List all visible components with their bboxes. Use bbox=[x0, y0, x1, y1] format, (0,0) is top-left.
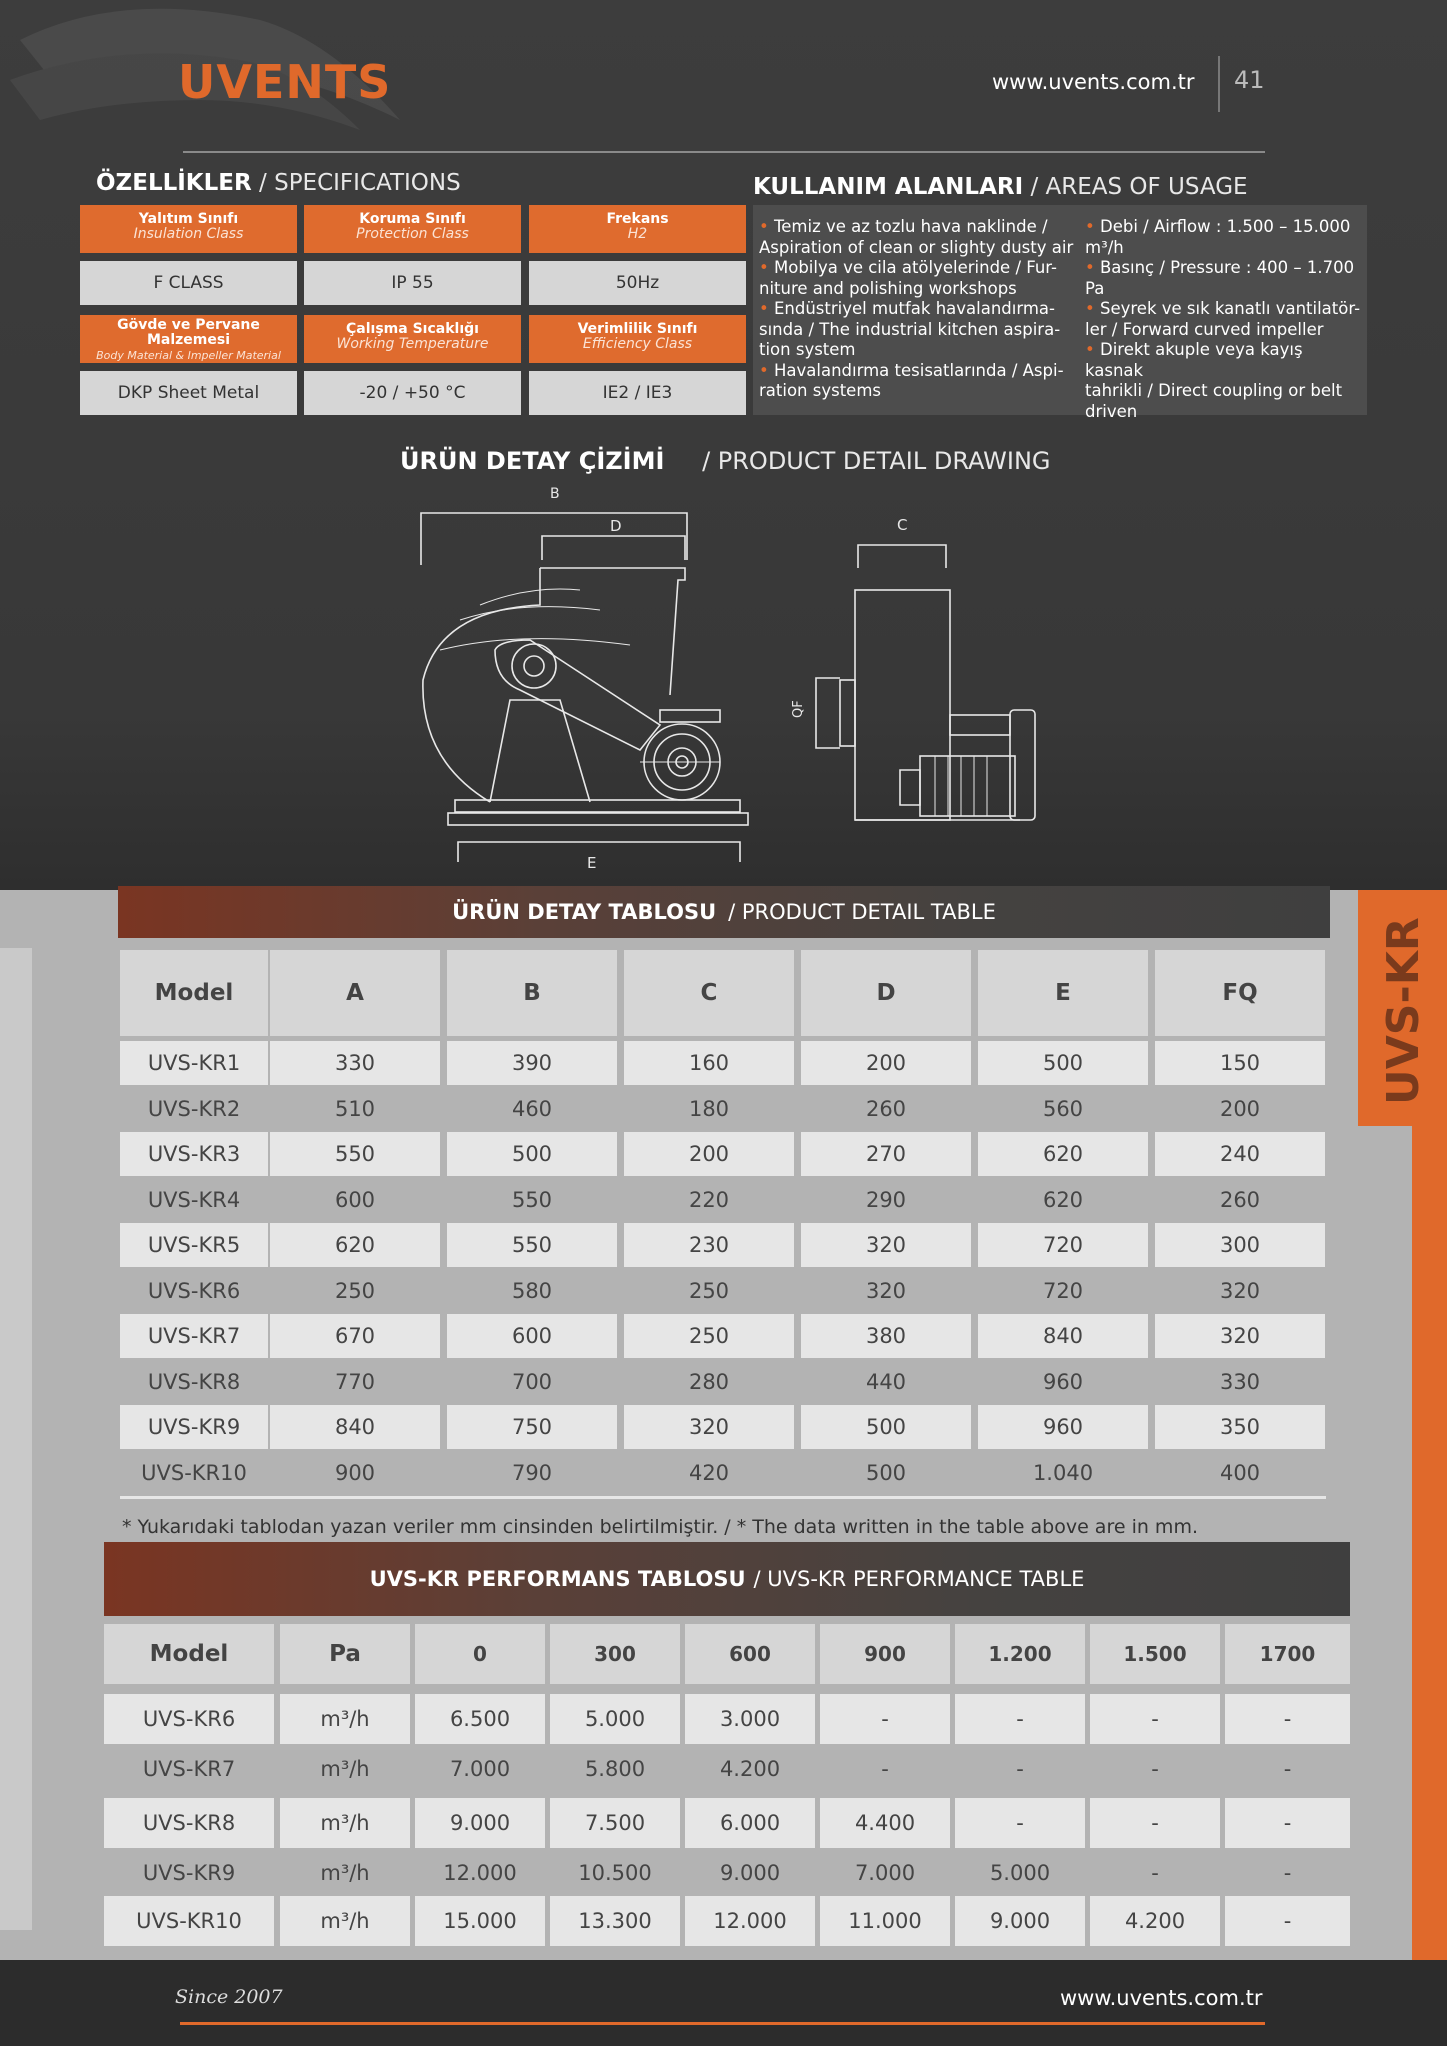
brand-logo[interactable]: UVENTS bbox=[178, 55, 392, 109]
detail-table-cell: 320 bbox=[624, 1405, 794, 1449]
detail-table-title-en: / PRODUCT DETAIL TABLE bbox=[728, 900, 996, 924]
performance-table-title-tr: UVS-KR PERFORMANS TABLOSU bbox=[369, 1567, 746, 1591]
detail-table-footnote: * Yukarıdaki tablodan yazan veriler mm cinsinden belirtilmiştir. / * The data written in the table above are in mm. bbox=[122, 1516, 1198, 1538]
performance-table-cell: m³/h bbox=[280, 1798, 410, 1848]
detail-table-cell: UVS-KR6 bbox=[147, 1278, 241, 1303]
performance-table-cell: 7.000 bbox=[854, 1861, 916, 1885]
spec-header-tr: Çalışma Sıcaklığı bbox=[346, 321, 479, 337]
detail-table-cell: 510 bbox=[334, 1096, 376, 1121]
specs-title-tr: ÖZELLİKLER bbox=[96, 170, 252, 196]
performance-table-cell: - bbox=[1151, 1757, 1159, 1781]
detail-table-cell: 320 bbox=[1219, 1278, 1261, 1303]
usage-line: • Direkt akuple veya kayış kasnak bbox=[1085, 340, 1303, 380]
detail-table-cell: 260 bbox=[1219, 1187, 1261, 1212]
usage-column-right bbox=[1085, 217, 1365, 422]
performance-table-cell: m³/h bbox=[280, 1694, 410, 1744]
header-rule bbox=[183, 151, 1265, 153]
detail-table-header-cell: E bbox=[978, 950, 1148, 1036]
fan-pedestal bbox=[490, 700, 590, 802]
dimension-b-label: B bbox=[550, 486, 560, 502]
performance-table-cell: - bbox=[881, 1757, 889, 1781]
detail-table-cell: UVS-KR1 bbox=[120, 1041, 268, 1085]
detail-table-cell: 200 bbox=[624, 1132, 794, 1176]
footer-since: Since 2007 bbox=[175, 1986, 283, 2008]
usage-line: niture and polishing workshops bbox=[759, 278, 1017, 298]
performance-table-cell: UVS-KR8 bbox=[104, 1798, 274, 1848]
performance-table-cell: 11.000 bbox=[820, 1896, 950, 1946]
side-shaft bbox=[950, 715, 1010, 735]
detail-table-cell: UVS-KR4 bbox=[147, 1187, 241, 1212]
usage-title bbox=[753, 174, 1248, 200]
detail-table-header-cell: C bbox=[624, 950, 794, 1036]
performance-table-cell: 7.000 bbox=[449, 1757, 511, 1781]
performance-table-cell: 6.000 bbox=[685, 1798, 815, 1848]
dimension-d-line bbox=[542, 536, 685, 560]
detail-table-cell: UVS-KR3 bbox=[120, 1132, 268, 1176]
performance-table-cell: m³/h bbox=[280, 1896, 410, 1946]
performance-table-cell: - bbox=[1151, 1861, 1159, 1885]
spec-header bbox=[529, 315, 746, 363]
performance-table-header-cell: Pa bbox=[280, 1624, 410, 1684]
usage-line: tahrikli / Direct coupling or belt bbox=[1085, 381, 1343, 400]
performance-table-cell: 12.000 bbox=[685, 1896, 815, 1946]
detail-table-cell: 500 bbox=[865, 1460, 907, 1485]
header-website[interactable]: www.uvents.com.tr bbox=[992, 70, 1195, 94]
detail-table-cell: 320 bbox=[865, 1278, 907, 1303]
performance-table-header-cell: Model bbox=[104, 1624, 274, 1684]
side-motor bbox=[920, 756, 1015, 816]
detail-table-cell: UVS-KR10 bbox=[141, 1460, 247, 1485]
detail-table-cell: UVS-KR9 bbox=[120, 1405, 268, 1449]
performance-table-cell: 4.400 bbox=[820, 1798, 950, 1848]
detail-table-cell: 320 bbox=[801, 1223, 971, 1267]
detail-table-cell: 300 bbox=[1155, 1223, 1325, 1267]
detail-table-cell: 320 bbox=[1155, 1314, 1325, 1358]
usage-column-left bbox=[759, 217, 1081, 402]
detail-table-cell: 250 bbox=[624, 1314, 794, 1358]
detail-table-cell: UVS-KR5 bbox=[120, 1223, 268, 1267]
detail-table-cell: UVS-KR8 bbox=[147, 1369, 241, 1394]
header-divider bbox=[1218, 56, 1220, 112]
drawing-title-en: / PRODUCT DETAIL DRAWING bbox=[702, 447, 1051, 475]
detail-table-cell: UVS-KR7 bbox=[120, 1314, 268, 1358]
usage-line: • Basınç / Pressure : 400 – 1.700 bbox=[1085, 258, 1355, 277]
dimension-e-label: E bbox=[587, 854, 597, 872]
dimension-d-label: D bbox=[610, 517, 622, 535]
detail-table-cell: 200 bbox=[801, 1041, 971, 1085]
usage-line: • Temiz ve az tozlu hava naklinde / bbox=[759, 217, 1048, 236]
performance-table-header-cell: 1.200 bbox=[955, 1624, 1085, 1684]
performance-table-cell: UVS-KR7 bbox=[142, 1757, 236, 1781]
footer-website[interactable]: www.uvents.com.tr bbox=[1060, 1986, 1263, 2010]
side-tab-label bbox=[1370, 910, 1430, 1110]
detail-table-cell: 960 bbox=[1042, 1369, 1084, 1394]
detail-table-cell: 280 bbox=[688, 1369, 730, 1394]
detail-table-cell: 440 bbox=[865, 1369, 907, 1394]
detail-table-cell: 600 bbox=[334, 1187, 376, 1212]
right-accent-strip bbox=[1412, 1126, 1447, 1964]
performance-table-cell: 5.800 bbox=[584, 1757, 646, 1781]
left-decor-strip bbox=[0, 948, 32, 1930]
spec-header bbox=[304, 205, 521, 253]
performance-table-cell: 6.500 bbox=[415, 1694, 545, 1744]
performance-table-cell: UVS-KR9 bbox=[142, 1861, 236, 1885]
detail-table-cell: 700 bbox=[511, 1369, 553, 1394]
side-view-housing bbox=[855, 590, 950, 820]
spec-header bbox=[80, 205, 297, 253]
performance-table-cell: - bbox=[955, 1798, 1085, 1848]
detail-table-title-bar bbox=[118, 886, 1330, 938]
detail-table-title-tr: ÜRÜN DETAY TABLOSU bbox=[452, 900, 717, 924]
performance-table-cell: - bbox=[955, 1694, 1085, 1744]
fan-pulley bbox=[512, 644, 556, 688]
spec-header bbox=[304, 315, 521, 363]
performance-table-cell: 9.000 bbox=[415, 1798, 545, 1848]
detail-table-cell: 620 bbox=[978, 1132, 1148, 1176]
detail-table-cell: 330 bbox=[1219, 1369, 1261, 1394]
spec-header-en: Insulation Class bbox=[133, 226, 244, 242]
detail-table-underline bbox=[120, 1496, 1326, 1499]
detail-table-cell: 670 bbox=[270, 1314, 440, 1358]
detail-table-cell: 350 bbox=[1155, 1405, 1325, 1449]
usage-line: driven bbox=[1085, 401, 1138, 421]
performance-table-cell: 15.000 bbox=[415, 1896, 545, 1946]
detail-table-cell: 260 bbox=[865, 1096, 907, 1121]
detail-table-cell: 160 bbox=[624, 1041, 794, 1085]
spec-value: IE2 / IE3 bbox=[529, 371, 746, 415]
performance-table-cell: 13.300 bbox=[550, 1896, 680, 1946]
side-model-tab bbox=[1358, 890, 1447, 1126]
performance-table-header-cell: 1700 bbox=[1225, 1624, 1350, 1684]
usage-line: sında / The industrial kitchen aspira- bbox=[759, 319, 1061, 339]
usage-line: • Seyrek ve sık kanatlı vantilatör- bbox=[1085, 299, 1361, 318]
detail-table-header-cell: FQ bbox=[1155, 950, 1325, 1036]
spec-value: DKP Sheet Metal bbox=[80, 371, 297, 415]
detail-table-header-cell: A bbox=[270, 950, 440, 1036]
detail-table-cell: 500 bbox=[978, 1041, 1148, 1085]
specs-title bbox=[96, 170, 461, 196]
detail-table-cell: 460 bbox=[511, 1096, 553, 1121]
dimension-e-line bbox=[458, 842, 740, 862]
spec-header-en: Body Material & Impeller Material bbox=[96, 349, 281, 362]
spec-header bbox=[529, 205, 746, 253]
performance-table-cell: m³/h bbox=[320, 1861, 370, 1885]
detail-table-cell: 240 bbox=[1155, 1132, 1325, 1176]
detail-table-cell: 380 bbox=[801, 1314, 971, 1358]
detail-table-cell: 560 bbox=[1042, 1096, 1084, 1121]
detail-table-header-cell: Model bbox=[120, 950, 268, 1036]
fan-base bbox=[455, 800, 740, 812]
usage-line: m³/h bbox=[1085, 237, 1124, 257]
performance-table-header-cell: 300 bbox=[550, 1624, 680, 1684]
performance-table-cell: UVS-KR6 bbox=[104, 1694, 274, 1744]
spec-header bbox=[80, 315, 297, 363]
svg-text:UVS-KR: UVS-KR bbox=[1378, 917, 1429, 1105]
usage-title-tr: KULLANIM ALANLARI bbox=[753, 174, 1024, 200]
detail-table-cell: 720 bbox=[978, 1223, 1148, 1267]
performance-table-header-cell: 0 bbox=[415, 1624, 545, 1684]
spec-header-tr: Frekans bbox=[606, 211, 669, 227]
dimension-b-line bbox=[421, 513, 687, 565]
detail-table-cell: 550 bbox=[270, 1132, 440, 1176]
dimension-qf-label: QF bbox=[791, 700, 806, 718]
product-technical-drawing bbox=[400, 480, 1080, 880]
detail-table-header-cell: D bbox=[801, 950, 971, 1036]
performance-table-cell: 7.500 bbox=[550, 1798, 680, 1848]
performance-table-cell: 5.000 bbox=[989, 1861, 1051, 1885]
spec-value: IP 55 bbox=[304, 261, 521, 305]
performance-table-title-en: / UVS-KR PERFORMANCE TABLE bbox=[753, 1567, 1085, 1591]
performance-table-cell: UVS-KR10 bbox=[104, 1896, 274, 1946]
spec-value: F CLASS bbox=[80, 261, 297, 305]
specs-title-en: / SPECIFICATIONS bbox=[259, 170, 461, 196]
footer-rule bbox=[180, 2022, 1265, 2025]
detail-table-cell: 250 bbox=[688, 1278, 730, 1303]
usage-line: • Mobilya ve cila atölyelerinde / Fur- bbox=[759, 258, 1057, 277]
detail-table-cell: 180 bbox=[688, 1096, 730, 1121]
usage-line: • Havalandırma tesisatlarında / Aspi- bbox=[759, 360, 1064, 380]
detail-table-cell: 390 bbox=[447, 1041, 617, 1085]
detail-table-cell: 750 bbox=[447, 1405, 617, 1449]
detail-table-cell: 330 bbox=[270, 1041, 440, 1085]
spec-header-tr: Yalıtım Sınıfı bbox=[138, 211, 239, 227]
detail-table-cell: 150 bbox=[1155, 1041, 1325, 1085]
detail-table-cell: 840 bbox=[978, 1314, 1148, 1358]
belt-guard bbox=[495, 640, 660, 750]
spec-header-en: Working Temperature bbox=[336, 336, 489, 352]
detail-table-cell: 620 bbox=[270, 1223, 440, 1267]
spec-header-en: H2 bbox=[627, 226, 648, 242]
detail-table-cell: 550 bbox=[447, 1223, 617, 1267]
usage-line: • Debi / Airflow : 1.500 – 15.000 bbox=[1085, 217, 1351, 236]
performance-table-cell: - bbox=[1090, 1798, 1220, 1848]
spec-header-tr: Koruma Sınıfı bbox=[359, 211, 466, 227]
performance-table-cell: - bbox=[820, 1694, 950, 1744]
motor-top bbox=[660, 710, 720, 722]
detail-table-cell: UVS-KR2 bbox=[147, 1096, 241, 1121]
detail-table-cell: 500 bbox=[801, 1405, 971, 1449]
performance-table-cell: 5.000 bbox=[550, 1694, 680, 1744]
usage-title-en: / AREAS OF USAGE bbox=[1030, 174, 1248, 200]
dimension-c-line bbox=[858, 545, 946, 568]
performance-table-cell: - bbox=[1225, 1694, 1350, 1744]
detail-table-cell: 250 bbox=[334, 1278, 376, 1303]
usage-line: Pa bbox=[1085, 278, 1105, 298]
performance-table-cell: 4.200 bbox=[719, 1757, 781, 1781]
detail-table-cell: 960 bbox=[978, 1405, 1148, 1449]
performance-table-cell: 3.000 bbox=[685, 1694, 815, 1744]
usage-line: • Endüstriyel mutfak havalandırma- bbox=[759, 299, 1055, 318]
detail-table-cell: 290 bbox=[865, 1187, 907, 1212]
spec-header-tr: Verimlilik Sınıfı bbox=[577, 321, 698, 337]
detail-table-cell: 600 bbox=[447, 1314, 617, 1358]
detail-table-cell: 400 bbox=[1219, 1460, 1261, 1485]
performance-table-cell: - bbox=[1283, 1861, 1292, 1885]
performance-table-cell: 12.000 bbox=[443, 1861, 517, 1885]
detail-table-cell: 200 bbox=[1219, 1096, 1261, 1121]
detail-table-cell: 500 bbox=[447, 1132, 617, 1176]
detail-table-cell: 220 bbox=[688, 1187, 730, 1212]
detail-table-cell: 230 bbox=[624, 1223, 794, 1267]
performance-table-cell: m³/h bbox=[320, 1757, 370, 1781]
usage-line: tion system bbox=[759, 340, 856, 359]
spec-header-en: Protection Class bbox=[356, 226, 469, 242]
performance-table-cell: - bbox=[1016, 1757, 1024, 1781]
detail-table-header-cell: B bbox=[447, 950, 617, 1036]
detail-table-cell: 580 bbox=[511, 1278, 553, 1303]
spec-header-en: Efficiency Class bbox=[582, 336, 693, 352]
performance-table-cell: 9.000 bbox=[955, 1896, 1085, 1946]
usage-line: Aspiration of clean or slighty dusty air bbox=[759, 237, 1074, 257]
detail-table-cell: 620 bbox=[1042, 1187, 1084, 1212]
dimension-qf-line bbox=[816, 678, 840, 748]
detail-table-cell: 770 bbox=[334, 1369, 376, 1394]
detail-table-cell: 900 bbox=[334, 1460, 376, 1485]
performance-table-cell: - bbox=[1225, 1896, 1350, 1946]
usage-line: ler / Forward curved impeller bbox=[1085, 319, 1324, 339]
dimension-c-label: C bbox=[897, 516, 908, 534]
detail-table-cell: 790 bbox=[511, 1460, 553, 1485]
performance-table-header-cell: 1.500 bbox=[1090, 1624, 1220, 1684]
detail-table-cell: 840 bbox=[270, 1405, 440, 1449]
performance-table-cell: - bbox=[1283, 1757, 1292, 1781]
performance-table-header-cell: 900 bbox=[820, 1624, 950, 1684]
page-number: 41 bbox=[1234, 66, 1265, 94]
performance-table-cell: 10.500 bbox=[578, 1861, 652, 1885]
performance-table-cell: - bbox=[1225, 1798, 1350, 1848]
detail-table-cell: 270 bbox=[801, 1132, 971, 1176]
detail-table-cell: 1.040 bbox=[1032, 1460, 1094, 1485]
detail-table-cell: 720 bbox=[1042, 1278, 1084, 1303]
drawing-title bbox=[400, 447, 1051, 475]
usage-line: ration systems bbox=[759, 381, 881, 400]
drawing-title-tr: ÜRÜN DETAY ÇİZİMİ bbox=[400, 447, 665, 475]
spec-value: 50Hz bbox=[529, 261, 746, 305]
performance-table-cell: - bbox=[1090, 1694, 1220, 1744]
detail-table-cell: 550 bbox=[511, 1187, 553, 1212]
performance-table-cell: 4.200 bbox=[1090, 1896, 1220, 1946]
performance-table-header-cell: 600 bbox=[685, 1624, 815, 1684]
spec-header-tr: Gövde ve Pervane Malzemesi bbox=[117, 317, 260, 348]
usage-panel bbox=[753, 205, 1367, 421]
performance-table-title-bar bbox=[104, 1542, 1350, 1616]
fan-outlet bbox=[540, 568, 685, 695]
detail-table-cell: 420 bbox=[688, 1460, 730, 1485]
side-pulley-guard bbox=[1010, 710, 1035, 820]
performance-table-cell: 9.000 bbox=[719, 1861, 781, 1885]
spec-value: -20 / +50 °C bbox=[304, 371, 521, 415]
